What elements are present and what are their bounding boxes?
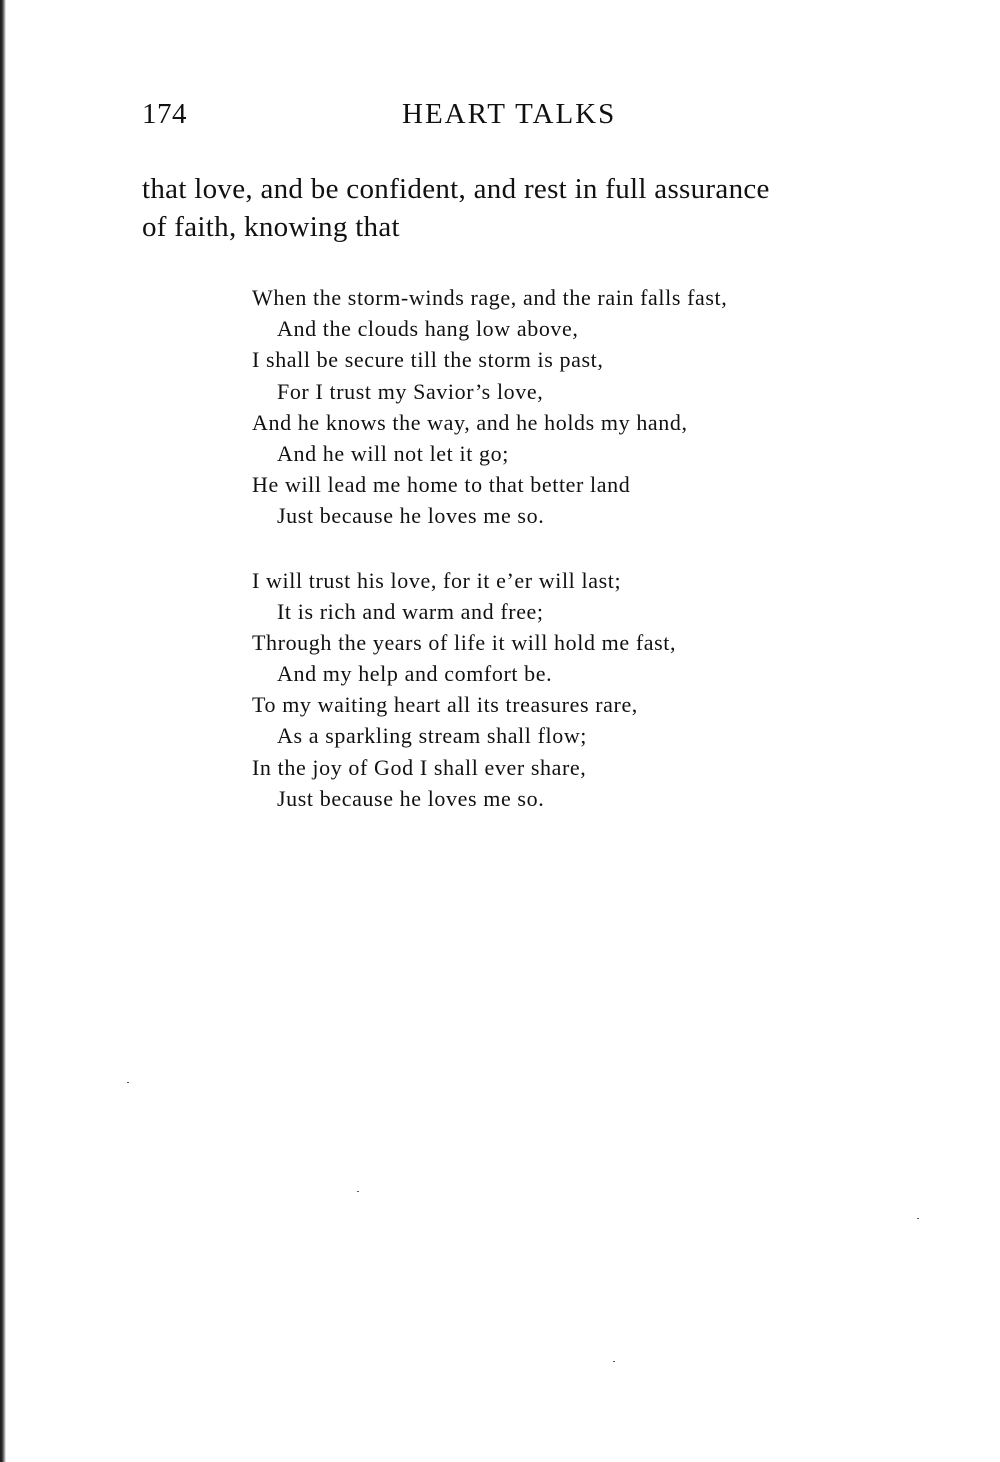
poem-line: And he knows the way, and he holds my hand,: [252, 409, 688, 435]
page-header: [142, 98, 882, 138]
poem-line: To my waiting heart all its treasures rare,: [252, 692, 638, 718]
poem-line: And he will not let it go;: [277, 440, 509, 466]
poem-line: And my help and comfort be.: [277, 661, 553, 687]
poem-line: It is rich and warm and free;: [277, 598, 544, 624]
poem-line: I shall be secure till the storm is past,: [252, 347, 604, 373]
poem-line: He will lead me home to that better land: [252, 472, 631, 498]
poem-stanza: [252, 565, 892, 815]
poem-line: Through the years of life it will hold me fast,: [252, 629, 677, 655]
scan-speck: [127, 1082, 129, 1083]
poem-line: When the storm-winds rage, and the rain falls fast,: [252, 285, 728, 310]
prose-paragraph: [142, 170, 902, 246]
poem-stanza: [252, 282, 892, 532]
poem-line: I will trust his love, for it e’er will last;: [252, 567, 622, 593]
poem-line: In the joy of God I shall ever share,: [252, 754, 587, 780]
page-number: 174: [142, 98, 187, 130]
scan-speck: [917, 1218, 919, 1219]
scan-speck: [357, 1191, 359, 1192]
running-head: HEART TALKS: [402, 98, 617, 130]
poem-line: For I trust my Savior’s love,: [277, 378, 544, 404]
poem-line: Just because he loves me so.: [277, 785, 545, 811]
prose-line: that love, and be confident, and rest in full assurance: [142, 173, 770, 205]
poem-line: As a sparkling stream shall flow;: [277, 723, 588, 749]
prose-line: of faith, knowing that: [142, 211, 400, 243]
poem-line: Just because he loves me so.: [277, 503, 545, 529]
page-binding-edge: [0, 0, 6, 1462]
poem-line: And the clouds hang low above,: [277, 316, 579, 342]
poem: [252, 282, 892, 847]
scan-speck: [613, 1361, 615, 1362]
